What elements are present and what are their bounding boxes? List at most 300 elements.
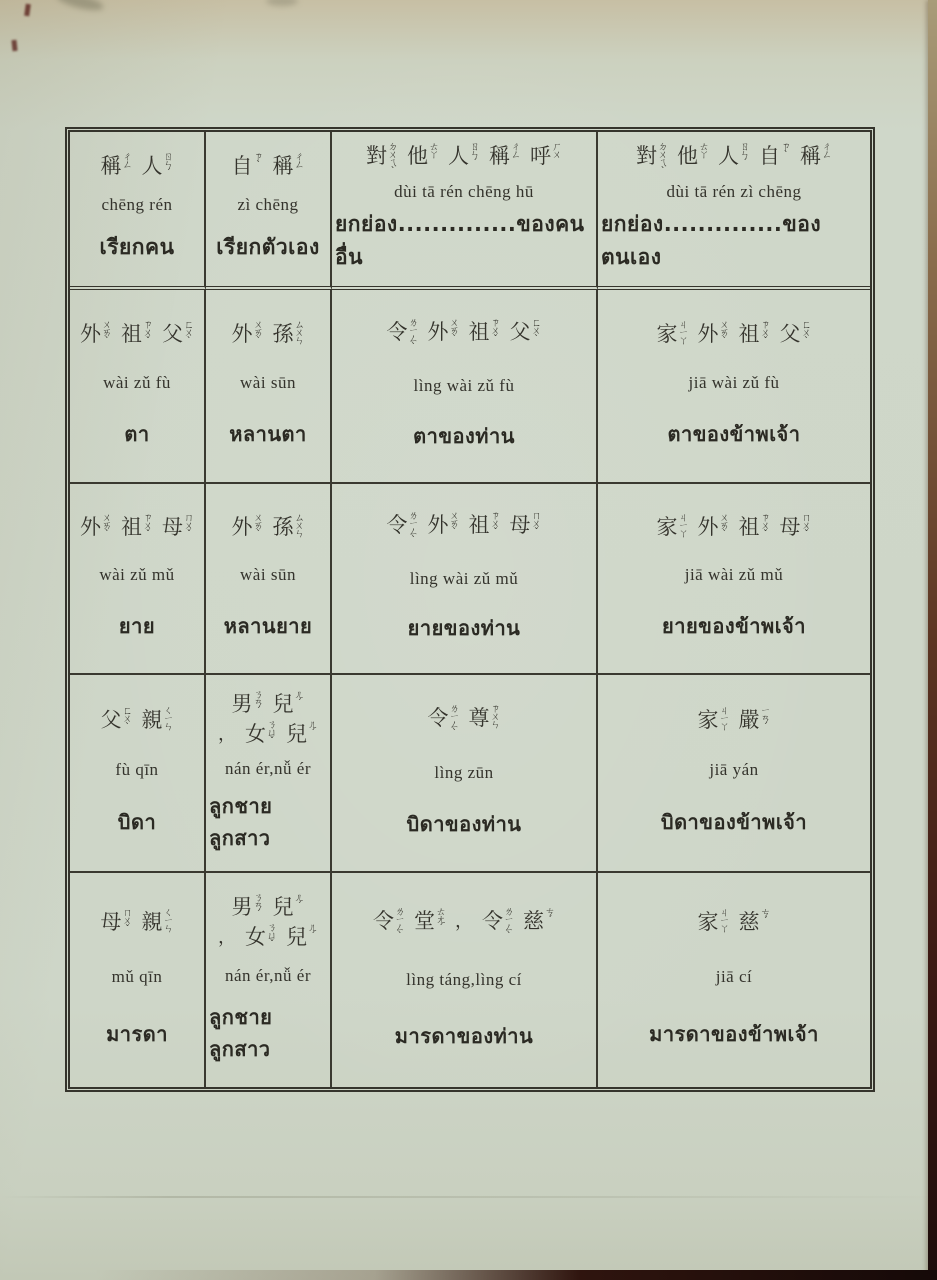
chinese-line: [218, 922, 318, 950]
zhuyin-annotation: ㄊ ㄤ ˊ: [436, 906, 446, 934]
hanzi-zhuyin-pair: [779, 319, 812, 347]
hanzi-char: 人: [448, 144, 469, 168]
thai-text: มารดาของข้าพเจ้า: [649, 1021, 819, 1046]
hanzi-char: 自: [231, 154, 253, 178]
header-cell: [332, 132, 598, 290]
hanzi-zhuyin-pair: [100, 705, 133, 733]
hanzi-zhuyin-pair: [245, 922, 277, 950]
hanzi-char: 慈: [738, 910, 760, 935]
hanzi-zhuyin-pair: [218, 925, 236, 950]
thai-text: ตาของข้าพเจ้า: [667, 422, 801, 447]
hanzi-zhuyin-pair: [366, 144, 398, 176]
zhuyin-annotation: ㄐ ㄧ ㄚ: [678, 513, 689, 540]
pinyin-text: wài zǔ fù: [103, 372, 171, 392]
thai-text: เรียกคน: [99, 235, 175, 259]
hanzi-zhuyin-pair: [677, 144, 709, 169]
zhuyin-annotation: ㄧ ㄢ ˊ: [760, 705, 771, 733]
zhuyin-annotation: ㄇ ㄨ ˇ: [531, 511, 542, 539]
hanzi-zhuyin-pair: [273, 692, 305, 717]
hanzi-char: 稱: [100, 154, 122, 178]
scan-smudge: [266, 0, 298, 6]
chinese-line: [232, 692, 305, 717]
zhuyin-annotation: ㄌ ㄧ ㄥ ˋ: [504, 906, 514, 942]
hanzi-zhuyin-pair: [141, 705, 174, 733]
thai-text: บิดาของข้าพเจ้า: [660, 810, 808, 835]
chinese-line: [231, 319, 305, 347]
zhuyin-annotation: ㄨ ㄞ ˋ: [253, 513, 264, 540]
hanzi-zhuyin-pair: [101, 154, 133, 179]
zhuyin-annotation: ㄗ ㄨ ˇ: [490, 318, 501, 345]
thai-text: ตา: [124, 422, 150, 447]
hanzi-zhuyin-pair: [407, 144, 439, 169]
chinese-with-zhuyin: [100, 705, 174, 733]
hanzi-char: 兒: [272, 894, 294, 919]
hanzi-zhuyin-pair: [718, 144, 750, 169]
hanzi-char: 家: [697, 707, 719, 732]
hanzi-zhuyin-pair: [80, 515, 112, 540]
table-cell: [598, 290, 870, 484]
chinese-with-zhuyin: [231, 319, 305, 347]
hanzi-zhuyin-pair: [448, 144, 480, 169]
table-cell: [332, 675, 598, 873]
zhuyin-annotation: ㄇ ㄨ ˇ: [801, 513, 812, 540]
zhuyin-annotation: ㄖ ㄣ ˊ: [163, 152, 174, 179]
table-cell: [206, 484, 332, 675]
hanzi-zhuyin-pair: [469, 706, 501, 731]
hanzi-char: 令: [427, 706, 449, 730]
hanzi-zhuyin-pair: [738, 319, 771, 347]
hanzi-char: 人: [718, 144, 739, 168]
thai-text: หลานตา: [229, 422, 307, 447]
zhuyin-annotation: ㄏ ㄨ: [552, 142, 562, 161]
chinese-with-zhuyin: [366, 144, 562, 176]
hanzi-char: 令: [482, 908, 503, 933]
table-cell: [70, 290, 206, 484]
pinyin-text: lìng táng,lìng cí: [406, 970, 522, 989]
hanzi-char: 祖: [738, 515, 760, 539]
pinyin-text: lìng zūn: [434, 763, 494, 782]
hanzi-char: 祖: [121, 321, 142, 346]
zhuyin-annotation: ㄋ ㄩ ˇ: [267, 922, 277, 950]
hanzi-char: 兒: [286, 722, 307, 747]
hanzi-char: 祖: [121, 515, 142, 539]
hanzi-zhuyin-pair: [232, 154, 264, 179]
zhuyin-annotation: ㄗ ˋ: [253, 152, 264, 171]
thai-text: มารดา: [106, 1021, 168, 1046]
hanzi-char: 外: [697, 515, 719, 539]
chinese-line: [697, 705, 771, 733]
zhuyin-annotation: ㄖ ㄣ ˊ: [470, 142, 480, 169]
zhuyin-annotation: ㄊ ㄚ: [429, 142, 439, 161]
hanzi-char: 親: [141, 707, 163, 732]
chinese-with-zhuyin: [387, 513, 542, 545]
zhuyin-annotation: ㄗ ㄨ ˇ: [760, 513, 771, 540]
hanzi-char: 對: [636, 144, 657, 168]
hanzi-char: 兒: [286, 924, 307, 949]
table-cell: [332, 873, 598, 1087]
chinese-with-zhuyin: [218, 692, 318, 747]
hanzi-zhuyin-pair: [142, 154, 174, 179]
hanzi-char: 對: [366, 144, 387, 168]
page-bottom-edge-shadow: [0, 1270, 937, 1280]
hanzi-char: 祖: [468, 513, 490, 538]
hanzi-zhuyin-pair: [286, 722, 318, 747]
hanzi-char: 父: [162, 321, 183, 346]
zhuyin-annotation: ㄨ ㄞ ˋ: [719, 513, 730, 540]
zhuyin-annotation: ㄋ ㄩ ˇ: [267, 720, 277, 748]
pinyin-text: dùi tā rén zì chēng: [666, 182, 802, 201]
thai-text: ลูกชาย ลูกสาว: [209, 1005, 273, 1062]
hanzi-zhuyin-pair: [698, 515, 730, 540]
hanzi-zhuyin-pair: [231, 319, 264, 347]
zhuyin-annotation: ㄦ ˊ: [294, 690, 305, 710]
pinyin-text: jiā cí: [715, 966, 753, 986]
hanzi-zhuyin-pair: [698, 910, 730, 935]
chinese-with-zhuyin: [373, 906, 555, 942]
hanzi-char: 外: [231, 321, 253, 346]
chinese-line: [232, 154, 305, 179]
hanzi-char: 令: [373, 908, 394, 933]
hanzi-zhuyin-pair: [121, 319, 153, 347]
hanzi-zhuyin-pair: [231, 892, 264, 920]
thai-text: ยายของข้าพเจ้า: [662, 614, 806, 638]
table-cell: [206, 290, 332, 484]
zhuyin-annotation: ㄌ ㄧ ㄥ ˋ: [408, 511, 419, 547]
chinese-line: [428, 706, 501, 738]
hanzi-char: 令: [386, 320, 408, 344]
thai-text: ยกย่อง..............ของคนอื่น: [335, 212, 585, 269]
hanzi-zhuyin-pair: [759, 144, 791, 169]
thai-text: เรียกตัวเอง: [216, 235, 320, 259]
zhuyin-annotation: ㄑ ㄧ ㄣ: [163, 908, 174, 936]
hanzi-zhuyin-pair: [273, 154, 305, 179]
zhuyin-annotation: ㄖ ㄣ ˊ: [740, 142, 750, 169]
hanzi-char: 外: [231, 515, 253, 539]
chinese-line: [80, 319, 194, 347]
chinese-line: [101, 154, 174, 179]
hanzi-zhuyin-pair: [739, 515, 771, 540]
thai-text: ยกย่อง..............ของตนเอง: [601, 212, 822, 269]
hanzi-char: 令: [386, 513, 408, 538]
chinese-line: [218, 722, 318, 747]
hanzi-char: 家: [656, 321, 678, 346]
hanzi-char: 祖: [738, 321, 760, 346]
hanzi-char: 外: [427, 513, 449, 538]
pinyin-text: wài sūn: [240, 372, 296, 392]
zhuyin-annotation: ㄈ ㄨ ˋ: [531, 318, 542, 345]
hanzi-char: 母: [162, 515, 183, 539]
chinese-with-zhuyin: [101, 910, 174, 935]
zhuyin-annotation: ㄇ ㄨ ˇ: [122, 908, 133, 936]
hanzi-zhuyin-pair: [387, 320, 419, 352]
hanzi-zhuyin-pair: [489, 144, 521, 169]
chinese-line: [80, 515, 194, 540]
hanzi-zhuyin-pair: [218, 722, 236, 747]
thai-text: ยายของท่าน: [407, 615, 521, 640]
zhuyin-annotation: ㄘ ˊ: [760, 908, 771, 928]
hanzi-zhuyin-pair: [273, 515, 305, 540]
pinyin-text: dùi tā rén chēng hū: [394, 182, 534, 201]
hanzi-char: 稱: [272, 154, 294, 178]
chinese-line: [698, 910, 771, 935]
table-cell: [598, 675, 870, 873]
chinese-line: [373, 906, 555, 942]
header-cell: [598, 132, 870, 290]
thai-text: บิดา: [117, 810, 157, 835]
hanzi-char: 尊: [468, 706, 490, 730]
hanzi-char: 他: [677, 144, 698, 168]
pinyin-text: lìng wài zǔ mǔ: [409, 568, 519, 588]
zhuyin-annotation: ㄌ ㄧ ㄥ ˋ: [408, 318, 419, 353]
table-cell: [70, 873, 206, 1087]
hanzi-zhuyin-pair: [739, 910, 771, 935]
zhuyin-annotation: ㄘ ˊ: [545, 906, 555, 926]
zhuyin-annotation: ㄈ ㄨ ˋ: [184, 319, 194, 347]
chinese-with-zhuyin: [80, 515, 194, 540]
pinyin-text: nán ér,nǚ ér: [224, 758, 312, 778]
hanzi-char: ，: [218, 926, 236, 948]
hanzi-char: 母: [100, 910, 122, 935]
hanzi-zhuyin-pair: [414, 906, 446, 934]
zhuyin-annotation: ㄐ ㄧ ㄚ: [678, 319, 689, 347]
zhuyin-annotation: ㄉ ㄨ ㄟ ˋ: [658, 142, 668, 177]
chinese-with-zhuyin: [697, 705, 771, 733]
chinese-with-zhuyin: [636, 144, 832, 176]
chinese-with-zhuyin: [428, 706, 501, 738]
zhuyin-annotation: ㄈ ㄨ ˋ: [122, 705, 133, 733]
chinese-with-zhuyin: [232, 154, 305, 179]
zhuyin-annotation: ㄉ ㄨ ㄟ ˋ: [388, 142, 398, 177]
chinese-with-zhuyin: [218, 892, 318, 950]
zhuyin-annotation: ㄔ ㄥ: [294, 152, 305, 171]
zhuyin-annotation: ㄐ ㄧ ㄚ: [719, 908, 730, 936]
hanzi-zhuyin-pair: [121, 515, 153, 540]
header-cell: [70, 132, 206, 290]
pinyin-text: nán ér,nǚ ér: [224, 965, 312, 985]
page-right-edge-shadow: [928, 0, 937, 1280]
zhuyin-annotation: ㄦ ˊ: [294, 892, 305, 912]
chinese-line: [636, 144, 832, 176]
chinese-with-zhuyin: [232, 515, 305, 540]
zhuyin-annotation: ㄗ ˋ: [781, 142, 791, 161]
hanzi-zhuyin-pair: [286, 922, 318, 950]
zhuyin-annotation: ㄔ ㄥ: [511, 142, 521, 161]
thai-text: ตาของท่าน: [413, 424, 515, 448]
hanzi-zhuyin-pair: [636, 144, 668, 176]
chinese-line: [657, 515, 812, 540]
hanzi-zhuyin-pair: [482, 906, 514, 942]
hanzi-char: 女: [245, 924, 266, 949]
hanzi-char: 他: [407, 144, 428, 168]
pinyin-text: wài sūn: [240, 565, 296, 584]
zhuyin-annotation: ㄨ ㄞ ˋ: [253, 319, 264, 347]
pinyin-text: zì chēng: [237, 195, 299, 214]
hanzi-zhuyin-pair: [469, 513, 501, 538]
hanzi-char: 兒: [272, 692, 294, 717]
zhuyin-annotation: ㄗ ㄨ ˇ: [490, 511, 501, 539]
zhuyin-annotation: ㄋ ㄢ ˊ: [253, 690, 264, 718]
pinyin-text: jiā yán: [709, 759, 759, 779]
scan-ink-mark: [24, 4, 31, 17]
hanzi-zhuyin-pair: [800, 144, 832, 169]
hanzi-char: ，: [218, 724, 236, 746]
hanzi-char: 慈: [523, 908, 544, 933]
hanzi-char: 男: [231, 692, 253, 717]
table-cell: [598, 873, 870, 1087]
hanzi-char: 母: [779, 515, 801, 539]
hanzi-zhuyin-pair: [162, 319, 194, 347]
zhuyin-annotation: ㄦ ˊ: [308, 922, 318, 942]
hanzi-zhuyin-pair: [656, 319, 689, 347]
zhuyin-annotation: ㄋ ㄢ ˊ: [253, 892, 264, 920]
table-cell: [206, 873, 332, 1087]
zhuyin-annotation: ㄦ ˊ: [308, 720, 318, 740]
zhuyin-annotation: ㄈ ㄨ ˋ: [801, 319, 812, 347]
hanzi-zhuyin-pair: [455, 909, 473, 934]
zhuyin-annotation: ㄊ ㄚ: [699, 142, 709, 161]
thai-text: บิดาของท่าน: [406, 812, 522, 836]
chinese-line: [387, 320, 542, 352]
header-cell: [206, 132, 332, 290]
hanzi-zhuyin-pair: [142, 910, 174, 935]
hanzi-char: 外: [427, 320, 449, 344]
table-cell: [332, 484, 598, 675]
thai-text: หลานยาย: [223, 614, 313, 638]
scan-ink-mark: [11, 40, 17, 51]
hanzi-char: 女: [245, 722, 266, 747]
hanzi-char: 外: [697, 321, 719, 346]
hanzi-char: 稱: [489, 144, 510, 168]
zhuyin-annotation: ㄌ ㄧ ㄥ ˋ: [395, 906, 405, 942]
chinese-with-zhuyin: [101, 154, 174, 179]
hanzi-zhuyin-pair: [738, 705, 771, 733]
hanzi-zhuyin-pair: [387, 513, 419, 545]
chinese-with-zhuyin: [80, 319, 194, 347]
pinyin-text: mǔ qīn: [111, 966, 163, 986]
zhuyin-annotation: ㄗ ㄨ ˇ: [760, 319, 771, 347]
pinyin-text: fù qīn: [115, 759, 159, 779]
zhuyin-annotation: ㄔ ㄥ: [822, 142, 832, 161]
hanzi-char: 稱: [800, 144, 821, 168]
hanzi-char: 嚴: [738, 707, 760, 732]
table-cell: [598, 484, 870, 675]
pinyin-text: jiā wài zǔ fù: [688, 372, 780, 392]
hanzi-zhuyin-pair: [697, 319, 730, 347]
hanzi-char: 母: [509, 513, 531, 538]
hanzi-zhuyin-pair: [530, 144, 562, 169]
chinese-line: [656, 319, 812, 347]
zhuyin-annotation: ㄨ ㄞ ˋ: [102, 513, 112, 540]
zhuyin-annotation: ㄨ ㄞ ˋ: [719, 319, 730, 347]
thai-text: มารดาของท่าน: [394, 1023, 534, 1048]
chinese-line: [232, 515, 305, 540]
zhuyin-annotation: ㄌ ㄧ ㄥ ˋ: [449, 704, 460, 739]
hanzi-char: 親: [141, 910, 163, 935]
hanzi-zhuyin-pair: [469, 320, 501, 345]
hanzi-zhuyin-pair: [245, 722, 277, 747]
hanzi-char: 男: [231, 894, 253, 919]
hanzi-zhuyin-pair: [697, 705, 730, 733]
hanzi-zhuyin-pair: [272, 892, 305, 920]
thai-text: ยาย: [118, 614, 156, 638]
hanzi-zhuyin-pair: [80, 319, 112, 347]
zhuyin-annotation: ㄑ ㄧ ㄣ: [163, 705, 174, 733]
hanzi-char: 呼: [530, 144, 551, 168]
chinese-line: [231, 892, 305, 920]
hanzi-zhuyin-pair: [101, 910, 133, 935]
pinyin-text: lìng wài zǔ fù: [413, 376, 515, 395]
chinese-line: [101, 910, 174, 935]
kinship-terms-table: [65, 127, 875, 1092]
hanzi-zhuyin-pair: [232, 692, 264, 717]
zhuyin-annotation: ㄙ ㄨ ㄣ: [294, 513, 305, 540]
hanzi-zhuyin-pair: [510, 513, 542, 538]
zhuyin-annotation: ㄨ ㄞ ˋ: [449, 318, 460, 345]
zhuyin-annotation: ㄗ ㄨ ˇ: [143, 513, 153, 540]
hanzi-char: 家: [656, 515, 678, 539]
hanzi-zhuyin-pair: [428, 320, 460, 345]
hanzi-char: 父: [100, 707, 122, 732]
chinese-line: [366, 144, 562, 176]
chinese-with-zhuyin: [698, 910, 771, 935]
table-cell: [206, 675, 332, 873]
pinyin-text: chēng rén: [101, 195, 173, 214]
hanzi-zhuyin-pair: [162, 515, 194, 540]
paper-crease: [0, 1196, 937, 1198]
chinese-line: [387, 513, 542, 545]
chinese-line: [100, 705, 174, 733]
hanzi-char: 堂: [414, 908, 435, 933]
hanzi-char: 孫: [272, 321, 294, 346]
hanzi-char: 孫: [272, 515, 294, 539]
chinese-with-zhuyin: [387, 320, 542, 352]
hanzi-zhuyin-pair: [232, 515, 264, 540]
hanzi-char: 自: [759, 144, 780, 168]
zhuyin-annotation: ㄐ ㄧ ㄚ: [719, 705, 730, 733]
hanzi-char: 外: [80, 515, 101, 539]
hanzi-char: 家: [697, 910, 719, 935]
hanzi-zhuyin-pair: [428, 706, 460, 738]
hanzi-char: ，: [455, 910, 473, 932]
table-cell: [70, 675, 206, 873]
zhuyin-annotation: ㄗ ㄨ ˇ: [143, 319, 153, 347]
table-cell: [70, 484, 206, 675]
hanzi-zhuyin-pair: [373, 906, 405, 942]
zhuyin-annotation: ㄙ ㄨ ㄣ: [294, 319, 305, 347]
scan-smudge: [55, 0, 105, 14]
zhuyin-annotation: ㄇ ㄨ ˇ: [184, 513, 194, 540]
hanzi-zhuyin-pair: [780, 515, 812, 540]
zhuyin-annotation: ㄔ ㄥ: [122, 152, 133, 171]
hanzi-zhuyin-pair: [428, 513, 460, 538]
hanzi-zhuyin-pair: [272, 319, 305, 347]
hanzi-char: 父: [779, 321, 801, 346]
hanzi-zhuyin-pair: [523, 906, 555, 934]
pinyin-text: jiā wài zǔ mǔ: [684, 565, 784, 584]
zhuyin-annotation: ㄗ ㄨ ㄣ: [490, 704, 501, 731]
hanzi-zhuyin-pair: [657, 515, 689, 540]
chinese-with-zhuyin: [656, 319, 812, 347]
hanzi-char: 父: [509, 320, 531, 344]
thai-text: ลูกชาย ลูกสาว: [209, 793, 273, 850]
hanzi-char: 人: [141, 154, 163, 178]
hanzi-zhuyin-pair: [510, 320, 542, 345]
hanzi-char: 外: [80, 321, 101, 346]
pinyin-text: wài zǔ mǔ: [99, 565, 175, 584]
zhuyin-annotation: ㄨ ㄞ ˋ: [102, 319, 112, 347]
chinese-with-zhuyin: [657, 515, 812, 540]
table-cell: [332, 290, 598, 484]
